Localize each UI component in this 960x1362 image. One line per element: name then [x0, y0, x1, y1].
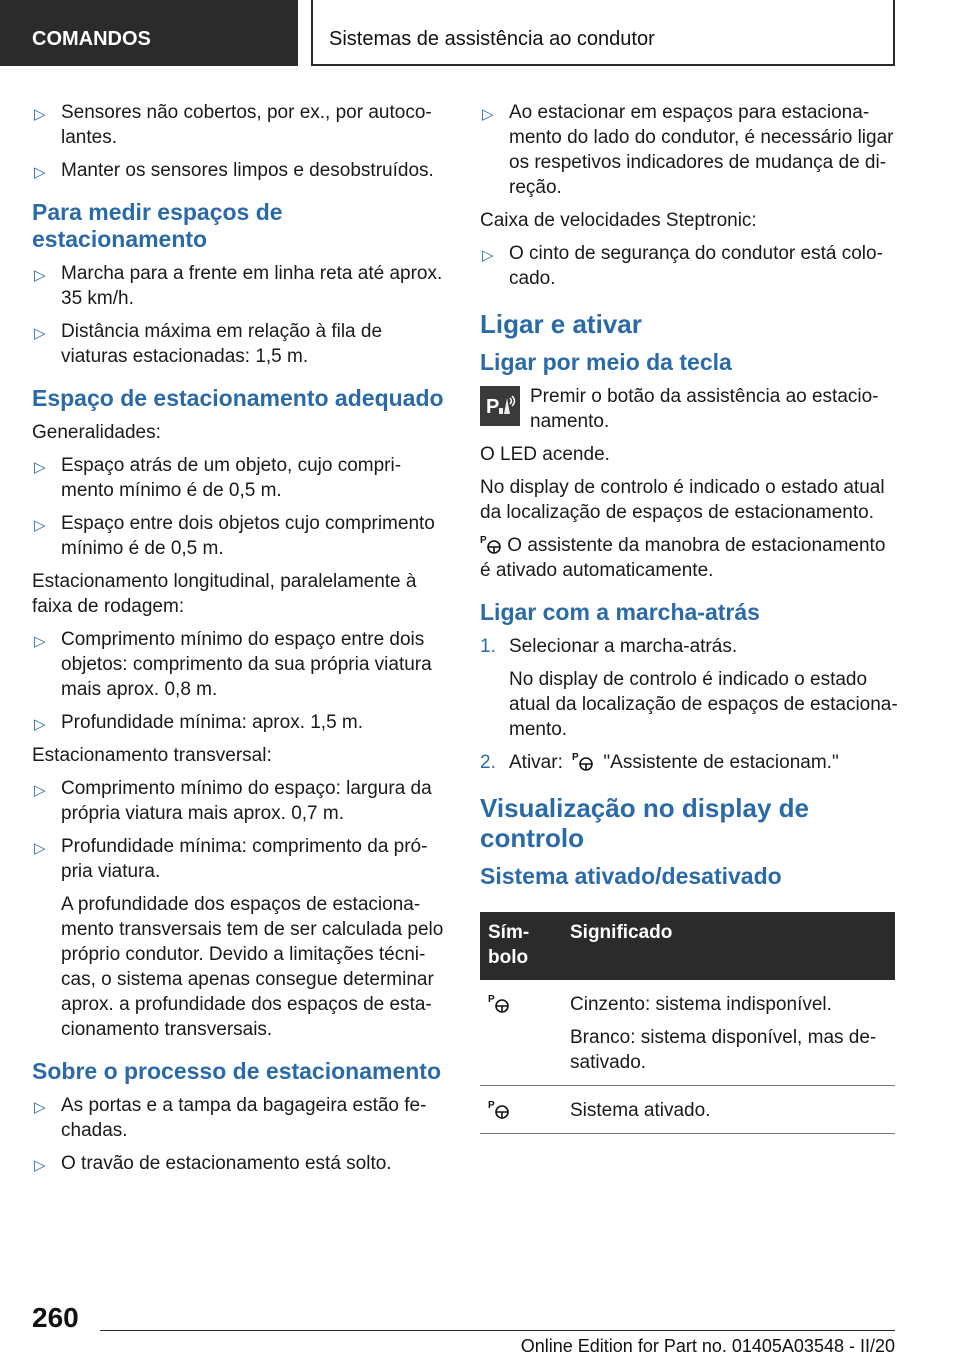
- svg-text:P: P: [480, 535, 487, 546]
- column-header-symbol: Sím-bolo: [480, 912, 562, 980]
- list-item: ▷ O travão de estacionamento está solto.: [32, 1151, 450, 1176]
- table-row: [480, 1086, 895, 1134]
- triangle-right-icon: ▷: [34, 1099, 46, 1116]
- triangle-right-icon: ▷: [34, 164, 46, 181]
- table-cell: Cinzento: sistema indisponível.: [570, 994, 832, 1015]
- paragraph: Estacionamento transversal:: [32, 745, 272, 766]
- symbol-table: [480, 912, 895, 1134]
- footer-divider: [100, 1330, 895, 1331]
- heading-tecla: Ligar por meio da tecla: [480, 349, 732, 375]
- triangle-right-icon: ▷: [34, 106, 46, 123]
- list-item: ▷ Sensores não cobertos, por ex., por autoco-lantes.: [34, 102, 432, 148]
- button-instruction: P Premir o botão da assistência ao estacio-namento.: [480, 384, 898, 434]
- heading-marcha: Ligar com a marcha-atrás: [480, 599, 760, 625]
- list-item: ▷ Marcha para a frente em linha reta até aprox. 35 km/h.: [34, 263, 443, 309]
- column-header-meaning: Significado: [562, 912, 895, 980]
- paragraph: No display de controlo é indicado o estado atual da localização de espaços de estacionamento.: [480, 477, 885, 523]
- svg-text:P: P: [488, 1100, 495, 1111]
- parking-button-icon: [480, 386, 520, 426]
- step-item: 2. Ativar: P "Assistente de estacionam.": [480, 752, 839, 773]
- list-item: ▷ Profundidade mínima: aprox. 1,5 m.: [32, 710, 450, 735]
- svg-text:P: P: [572, 752, 579, 763]
- list-item-note: A profundidade dos espaços de estaciona-mento transversais tem de ser calculada pelo próprio condutor. Devido a limitações técni-cas, o sistema apenas consegue determinar aprox. a profundidade dos espaços de esta-cionamento transversais.: [61, 894, 444, 1040]
- list-item: ▷ Distância máxima em relação à fila de viaturas estacionadas: 1,5 m.: [34, 321, 383, 367]
- page-number: 260: [32, 1302, 79, 1333]
- heading-processo: Sobre o processo de estacionamento: [32, 1058, 442, 1084]
- triangle-right-icon: ▷: [34, 1157, 46, 1174]
- svg-text:P: P: [486, 396, 500, 418]
- heading-medir: Para medir espaços de estacionamento: [32, 199, 283, 252]
- paragraph-assist: P O assistente da manobra de estacionamento é ativado automaticamente.: [480, 535, 886, 581]
- triangle-right-icon: ▷: [34, 840, 46, 857]
- list-item: ▷ Comprimento mínimo do espaço: largura da própria viatura mais aprox. 0,7 m.: [34, 778, 432, 824]
- heading-visual: Visualização no display de controlo: [480, 793, 809, 853]
- right-column: [480, 100, 898, 1134]
- list-item: ▷ Espaço entre dois objetos cujo comprimento mínimo é de 0,5 m.: [34, 513, 435, 559]
- left-column: [32, 100, 450, 1184]
- triangle-right-icon: ▷: [34, 716, 46, 733]
- paragraph: Generalidades:: [32, 422, 161, 443]
- heading-sistema: Sistema ativado/desativado: [480, 863, 782, 889]
- table-row: [480, 980, 895, 1086]
- paragraph: Estacionamento longitudinal, paralelamente à faixa de rodagem:: [32, 571, 417, 617]
- triangle-right-icon: ▷: [34, 325, 46, 342]
- table-cell: Branco: sistema disponível, mas de-sativado.: [570, 1027, 877, 1073]
- heading-espaco: Espaço de estacionamento adequado: [32, 385, 444, 411]
- chapter-title: Sistemas de assistência ao condutor: [311, 0, 895, 66]
- svg-text:P: P: [488, 994, 495, 1005]
- paragraph: O LED acende.: [480, 444, 610, 465]
- step-item: 1. Selecionar a marcha-atrás.: [480, 636, 738, 657]
- list-item: ▷ Comprimento mínimo do espaço entre dois objetos: comprimento da sua própria viatura mais aprox. 0,8 m.: [34, 629, 432, 700]
- step-note: No display de controlo é indicado o estado atual da localização de espaços de estaciona-mento.: [509, 669, 898, 740]
- page-header: [0, 0, 960, 66]
- triangle-right-icon: ▷: [34, 517, 46, 534]
- triangle-right-icon: ▷: [34, 782, 46, 799]
- list-item: ▷ Profundidade mínima: comprimento da pró-pria viatura.: [34, 836, 428, 882]
- triangle-right-icon: ▷: [34, 459, 46, 476]
- parking-assist-icon: [572, 750, 594, 772]
- table-cell: Sistema ativado.: [562, 1086, 895, 1134]
- table-header-row: [480, 912, 895, 980]
- heading-ligar: Ligar e ativar: [480, 309, 642, 339]
- triangle-right-icon: ▷: [34, 267, 46, 284]
- list-item: ▷ As portas e a tampa da bagageira estão fe-chadas.: [34, 1095, 427, 1141]
- triangle-right-icon: ▷: [482, 247, 494, 264]
- parking-assist-icon: [488, 1098, 510, 1120]
- triangle-right-icon: ▷: [482, 106, 494, 123]
- paragraph: Caixa de velocidades Steptronic:: [480, 210, 757, 231]
- triangle-right-icon: ▷: [34, 633, 46, 650]
- edition-note: Online Edition for Part no. 01405A03548 - II/20: [520, 1336, 895, 1356]
- section-label: COMANDOS: [0, 0, 298, 66]
- parking-assist-icon: [488, 992, 510, 1014]
- parking-assist-icon: [480, 533, 502, 555]
- list-item: ▷ O cinto de segurança do condutor está colo-cado.: [482, 243, 883, 289]
- list-item: ▷ Manter os sensores limpos e desobstruídos.: [32, 158, 450, 183]
- list-item: ▷ Ao estacionar em espaços para estaciona-mento do lado do condutor, é necessário ligar os respetivos indicadores de mudança de di-reção.: [482, 102, 894, 198]
- list-item: ▷ Espaço atrás de um objeto, cujo compri-mento mínimo é de 0,5 m.: [34, 455, 402, 501]
